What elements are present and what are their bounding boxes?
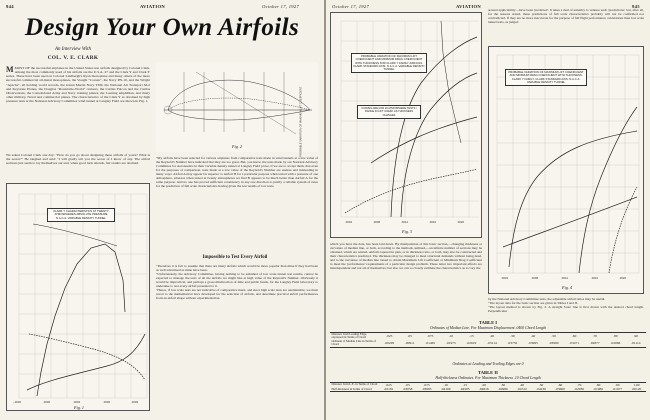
table-2-row [330, 387, 646, 392]
fig3-y-label: PROBABLE VARIATION OF MAXIMUM LIFT COEFFICIENT [299, 86, 303, 157]
column-text-a: "My airfoils have been selected for various airplanes from comparative tests made in wind tunnels at a low value of the Reynold's Number have indicated that they are too great. But, you know, the tests made by our National Advisory Committee for Aeronautics in their variable density tunnel at Langley Field prove, if we are to accept them, that even for the purposes of comparison, tests made at a low value of the Reynold's Number are useless and misleading in many ways. Airfoil A may appear far superior to Airfoil B for a particular purpose when tested with a pressure of one atmosphere, whereas when tested at twenty atmospheres we find B appears to be much better than Airfoil A for the same purpose. And no one has proved sufficient consistency in any one direction to justify a reliable system of rules for the prediction of full scale characteristics having given the test results of low tests. [156, 156, 318, 188]
table-2-cell: .04585 [455, 387, 474, 392]
table-1-subtitle: Ordinates of Median Line. For Maximum Displacement .0400 Chord Length [429, 326, 547, 330]
table-2-cell: .03058 [398, 387, 417, 392]
table-2-cell: .04109 [436, 387, 455, 392]
right-mid-text-left: which you have the data, has been laid down. By manipulation of this basic section,—changing thickness or curvature of median line, or both, according to the methods outlined,—an infinite number of sections may be obtained, which are related. Airfoils tapered in plan, or in thickness ratio, or both, may also be constructed and their characteristics predicted. The thickness may be changed to meet structural demands without being dead, and to the curvature of median line raised to obtain Maximum Lift Coefficient or Minimum Drag Coefficient to meet the 'performance' requirements of a particular design problem. These letter two important effects are interdependent and not all of themselves; but also we can so closely estimate the characteristics as to vary the [330, 242, 482, 270]
fig4-curve-1 [509, 131, 637, 267]
table-1-cell: .02619 [461, 340, 482, 347]
table-2-cell: .00120 [627, 387, 646, 392]
table-2-cell: .04722 [512, 387, 531, 392]
table-1-footer: Ordinates at Leading and Trailing Edges are 0 [452, 362, 524, 366]
figure-1-legend: CLARK Y CHARACTERISTICS AT TWENTY ATMOSPHERES ABSOLUTE PRESSURE N.A.C.A. VARIABLE DENSITY TUNNEL [47, 208, 115, 222]
table-2-cell: .15 [455, 383, 474, 388]
table-1-cell: .50 [543, 333, 564, 340]
fig3-grid [341, 21, 479, 217]
table-2-cell: .075 [417, 383, 436, 388]
right-page-number: 945 [632, 4, 640, 9]
figure-3-caption: Fig. 3 [401, 229, 412, 234]
fig2-median-line [168, 98, 310, 110]
fig2-lower-surface [168, 110, 310, 120]
article-byline: COL. V. E. CLARK [47, 55, 99, 61]
fig4-x-tick-4: .0016 [591, 276, 598, 280]
table-1 [330, 332, 646, 348]
table-1-row-label: Distance from Leading Edge, expressed in Terms of Chord [330, 333, 379, 340]
table-2-cell: .80 [589, 383, 608, 388]
table-2-cell: .04816 [474, 387, 493, 392]
figure-2 [156, 62, 318, 152]
fig3-x-tick-2: .0008 [373, 220, 380, 224]
table-1-cell: .90 [626, 333, 646, 340]
article-title: Design Your Own Airfoils [24, 14, 300, 41]
right-top-text: around applicability—have been 'predicted'. It takes a deal of temerity to venture such 'predictions', but, after all, for the reasons stated, these predictions of full scale characteristics probably will not be confirmed nor contradicted. If they are no more inaccurate for the purpose of full flight performance calculations than low scale tunnel tests, as judged [488, 8, 644, 24]
table-2-row-label: Half-thickness in Terms of Chord [330, 387, 379, 392]
figure-4 [488, 46, 644, 294]
figure-3-legend: PROBABLE VARIATION OF MAXIMUM LIFT COEFFICIENT AND MINIMUM DRAG COEFFICIENT WITH THICKNESS FOR CLARK Y FAMILY AIRFOILS. CLARK STANDARD AXIS. N.A.C.A. VARIABLE DENSITY TUNNEL [351, 53, 427, 73]
table-1-cell: .05 [400, 333, 420, 340]
fig1-lift-curve [37, 244, 125, 396]
fig4-curve-2 [503, 197, 637, 247]
fig4-curve-3 [579, 107, 637, 273]
table-2-cell: .05 [398, 383, 417, 388]
table-2-title: TABLE II [478, 370, 498, 375]
table-1-cell: .01114 [626, 340, 646, 347]
table-1-cell: .40 [523, 333, 544, 340]
table-1-cell: .10 [441, 333, 462, 340]
left-page-number: 944 [6, 4, 14, 9]
table-2-cell: .40 [512, 383, 531, 388]
table-2-body [330, 383, 646, 392]
fig1-x-tick-4: .0006 [103, 400, 110, 404]
table-2-cell: .02181 [379, 387, 398, 392]
table-1-cell: .075 [420, 333, 441, 340]
table-2-cell: .60 [551, 383, 570, 388]
table-2-cell: .50 [532, 383, 551, 388]
figure-4-caption: Fig. 4 [561, 285, 572, 290]
table-2-cell: .10 [436, 383, 455, 388]
fig4-x-tick-3: .0012 [561, 276, 568, 280]
table-2-cell: .70 [570, 383, 589, 388]
table-1-cell: .02877 [585, 340, 606, 347]
figure-2-svg [156, 62, 318, 152]
table-1-cell: .80 [605, 333, 626, 340]
table-1-cell: .01465 [420, 340, 441, 347]
table-2-row-label: Distance from L.E. in Terms of Chord [331, 382, 378, 387]
fig1-x-tick-5: .0009 [131, 400, 138, 404]
article-subtitle: An Interview With [54, 47, 92, 52]
fig3-x-tick-5: .0020 [457, 220, 464, 224]
table-1-row [330, 340, 646, 347]
table-1-row [330, 333, 646, 340]
figure-3-svg [331, 13, 483, 239]
left-date: October 17, 1927 [262, 4, 300, 9]
right-date: October 17, 1927 [332, 4, 370, 9]
table-2-cell: .01077 [608, 387, 627, 392]
fig1-x-tick-2: .0000 [43, 400, 50, 404]
table-2-cell: .20 [474, 383, 493, 388]
right-page [299, 0, 650, 420]
table-2-cell: .03685 [417, 387, 436, 392]
intro-text: MOST OF the successful airplanes in the United States use airfoils designed by Colonel Clark. Among the most commonly used of his airfoils are the U.S.A. 27 and the Clark Y and Clark Y series. These have been used on Colonel Lindbergh's Ryan monoplane and many others of the more successful commercial all-metal monoplanes, the Vought "Corsair", the Navy PN-10, and the Wright "Apache", all holding world records, the Glenn Martin Navy T3M, the National Air Transport M-2 and Keystone Planes, the Douglas "Round-the-World" cruisers, the Curtiss Falcon and the Curtiss Observations, the Consolidated Army and Navy training planes, the Loening amphibian, and many other military, Naval and commercial planes. The characteristics of the Clark Y as obtained by high pressure tests at the National Advisory Committee wind tunnel at Langley Field are shown in Fig. 1. [6, 66, 150, 104]
table-1-cell: .00228 [379, 340, 400, 347]
fig4-x-tick-1: .0004 [501, 276, 508, 280]
table-1-cell: .03732 [502, 340, 523, 347]
table-2-cell: .03600 [551, 387, 570, 392]
fig4-grid [497, 55, 639, 273]
fig1-drag-curve [27, 334, 145, 390]
table-1-cell: .20 [482, 333, 502, 340]
figure-2-caption: Fig. 2 [231, 144, 242, 149]
section-heading: Impossible to Test Every Airfoil [202, 255, 268, 260]
fig3-curve-2 [401, 73, 477, 217]
fig3-x-tick-3: .0012 [401, 220, 408, 224]
fig3-curve-4 [345, 169, 477, 213]
drop-cap: M [6, 65, 14, 74]
table-2-cell: .02936 [570, 387, 589, 392]
table-1-row-label: Ordinate of Median Line in Terms of Chord [330, 340, 379, 347]
table-1-cell: .60 [564, 333, 585, 340]
fig1-grid [19, 194, 147, 398]
fig3-curve-3 [371, 117, 477, 163]
table-1-cell: .30 [502, 333, 523, 340]
table-1-cell: .03995 [523, 340, 544, 347]
fig3-x-tick-4: .0016 [429, 220, 436, 224]
table-2-subtitle: Half-thickness Ordinates. For Maximum Thickness .10 Chord Length [435, 376, 541, 380]
figure-1 [6, 183, 150, 411]
fig4-x-tick-2: .0008 [531, 276, 538, 280]
table-1-cell: .03471 [564, 340, 585, 347]
right-running-head: AVIATION [456, 4, 481, 9]
fig1-ld-curve [33, 224, 117, 246]
fig1-cp-curve [29, 334, 145, 380]
column-text-b: "Therefore it is fair to assume that there are many airfoils which would be more popular than mine if they had been as well advertised as mine have been. "Unfortunately, the Advisory Committee, having nothing to be ashamed of low scale tunnel test results, cannot be expected to manage the tests of all the airfoils we might like at high value of the Reynold's Number. Obviously it would be impractical, and perhaps a gross misdirection of time and public funds, for the Langley Field laboratory to undertake to test every airfoil presented to it. "Hence, if low scale tests are not indicative of comparative merit, and since high scale tests are unattainable, we must resort to the mathematical laws developed for the selection of airfoils, and determine practical airfoil performances from an airfoil shape without experimentation. [156, 264, 318, 300]
table-2-cell: .04236 [532, 387, 551, 392]
table-2-cell: .04986 [493, 387, 512, 392]
table-1-cell: .03990 [543, 340, 564, 347]
table-2-cell: 1.00 [627, 383, 646, 388]
left-page [0, 0, 324, 420]
right-mid-text-right: by the National Advisory Committee tests, the adjustable airfoil ratios may be useful. "The layout data for the basic section are given in Tables I and II. "The layout method is shown by Fig. 2. A straight 'base' line is first drawn with the desired chord length. Perpendicular [488, 297, 644, 313]
fig1-x-tick-1: -.0003 [13, 400, 21, 404]
table-1-cell: .15 [461, 333, 482, 340]
table-1-cell: .01975 [441, 340, 462, 347]
figure-3 [330, 12, 482, 238]
table-1-cell: .02066 [605, 340, 626, 347]
table-1-cell: .70 [585, 333, 606, 340]
table-2-cell: .01986 [589, 387, 608, 392]
left-running-head: AVIATION [140, 4, 165, 9]
table-1-title: TABLE I [478, 320, 498, 325]
fig3-x-tick-1: .0004 [345, 220, 352, 224]
table-1-cell: .025 [379, 333, 400, 340]
figure-1-caption: Fig. 1 [73, 405, 84, 410]
fig2-upper-surface [168, 80, 310, 110]
intro-paragraph-2: We asked Colonel Clark one day: "How do you go about designing these airfoils of yours? What is the secret?" He laughed and said: "I will gladly tell you the secret of I know of any. The airfoil sections just seem to lay themselves out and, when good luck attends, fair results are attained. [6, 153, 150, 166]
table-2-cell: .025 [379, 383, 398, 388]
figure-3-sublegend: CURVES ARE FOR 20 ATMOSPHERE TESTS / RANGE IN LIFT COEFF. AS THICKNESS CHANGES [357, 105, 421, 119]
table-1-cell: .03114 [482, 340, 502, 347]
table-2-cell: .90 [608, 383, 627, 388]
table-2-cell: .30 [493, 383, 512, 388]
table-2 [330, 382, 646, 392]
table-1-cell: .00911 [400, 340, 420, 347]
figure-4-legend: PROBABLE VARIATION OF MAXIMUM LIFT COEFFICIENT AND MINIMUM DRAG COEFFICIENT WITH THICKNESS. CLARK Y FAMILY. CLARK STANDARD AXIS. N.A.C.A. VARIABLE DENSITY TUNNEL [505, 69, 587, 86]
fig1-x-tick-3: .0003 [73, 400, 80, 404]
table-1-body [330, 333, 646, 348]
fig4-curve-4 [609, 187, 637, 273]
intro-paragraph [6, 66, 150, 152]
fig4-x-tick-5: .0020 [619, 276, 626, 280]
